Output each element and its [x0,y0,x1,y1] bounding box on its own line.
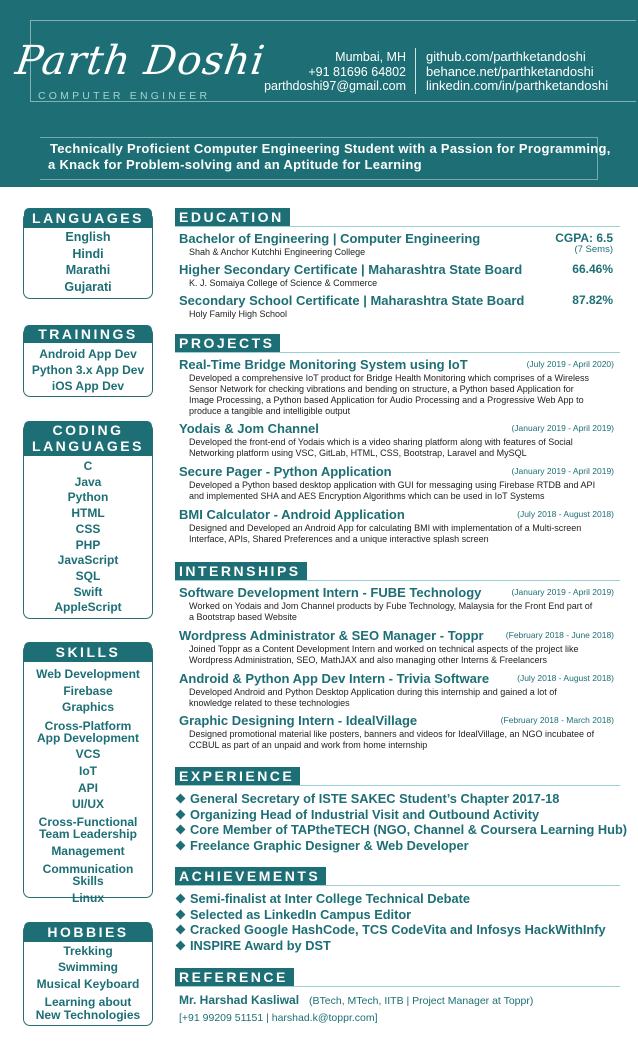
internship-entry [179,671,615,709]
experience-item [175,838,469,853]
coding-languages-box [23,423,153,619]
diamond-bullet-icon [176,794,186,804]
internship-name: Wordpress Administrator & SEO Manager - Toppr [179,628,484,643]
internship-entry [179,713,615,751]
list-item: VCS [75,747,101,761]
experience-text: General Secretary of ISTE SAKEC Student’s Chapter 2017-18 [190,791,560,806]
internship-description: Joined Toppr as a Content Development Intern and worked on technical aspects of the project like Wordpress Administration, SEO, MathJAX and also managing other Interns & Freelancers [189,644,579,665]
project-entry [179,357,615,417]
school-name: Shah & Anchor Kutchhi Engineering College [189,247,366,257]
project-date: (July 2018 - August 2018) [517,509,614,519]
achievement-item [175,938,331,953]
tagline-line-2: a Knack for Problem-solving and an Aptitude for Learning [48,157,422,172]
list-item: JavaScript [57,553,119,568]
list-item: IoT [79,764,97,778]
list-item: CSS [75,521,101,536]
achievement-text: Cracked Google HashCode, TCS CodeVita and Infosys HackWithInfy [190,922,606,937]
behance-link[interactable]: behance.net/parthketandoshi [426,63,594,79]
school-name: K. J. Somaiya College of Science & Commerce [189,278,378,288]
diamond-bullet-icon [176,841,186,851]
reference-name: Mr. Harshad Kasliwal [179,993,300,1007]
experience-text: Core Member of TAPtheTECH (NGO, Channel & Coursera Learning Hub) [190,822,628,837]
project-date: (January 2019 - April 2019) [511,423,614,433]
internship-description: Designed promotional material like posters, banners and videos for IdealVillage, an NGO incubatee of CCBUL as part of an unpaid and work from home internship [189,729,595,750]
internship-name: Android & Python App Dev Intern - Trivia Software [179,671,490,686]
list-item: Web Development [36,667,140,681]
hobbies-title: HOBBIES [24,922,152,942]
degree-title: Secondary School Certificate | Maharashtra State Board [179,293,525,308]
internship-entry [179,585,615,623]
score-value: 66.46% [572,262,613,276]
experience-item [175,807,539,822]
list-item: Team Leadership [39,827,137,841]
list-item: API [77,781,98,795]
hobbies-list [24,943,152,1021]
reference-detail: (BTech, MTech, IITB | Project Manager at Toppr) [309,995,534,1007]
job-title: COMPUTER ENGINEER [38,90,211,102]
internship-entry [179,628,615,666]
name-signature: Parth Doshi [12,38,269,84]
list-item: Hindi [72,246,104,261]
reference-contact[interactable]: [+91 99209 51151 | harshad.k@toppr.com] [179,1012,378,1024]
diamond-bullet-icon [176,810,186,820]
list-item: Management [51,844,125,858]
project-name: Yodais & Jom Channel [179,421,319,436]
achievements-heading: ACHIEVEMENTS [175,867,326,885]
languages-list [24,229,152,295]
section-divider [175,785,620,786]
list-item: Graphics [61,700,115,714]
list-item: English [65,230,111,244]
github-link[interactable]: github.com/parthketandoshi [426,49,586,64]
internship-date: (January 2019 - April 2019) [511,587,614,597]
experience-item [175,791,559,806]
coding-languages-list [24,459,152,616]
list-item: Linux [72,891,104,905]
diamond-bullet-icon [176,910,186,920]
coding-title-line-2: LANGUAGES [32,438,144,454]
project-entry [179,507,615,545]
internship-description: Worked on Yodais and Jom Channel products by Fube Technology, Malaysia for the Front End part of a Bootstrap based Website [189,601,593,622]
hobbies-box [23,924,153,1026]
education-heading: EDUCATION [175,208,290,226]
skills-box [23,644,153,905]
internship-date: (February 2018 - March 2018) [500,715,614,725]
project-name: Real-Time Bridge Monitoring System using IoT [179,357,468,372]
experience-text: Freelance Graphic Designer & Web Developer [190,838,469,853]
header-divider [415,48,416,94]
reference-heading: REFERENCE [175,968,294,986]
project-name: Secure Pager - Python Application [179,464,392,479]
contact-block-right [426,50,608,94]
list-item: PHP [75,537,101,552]
section-divider [175,580,620,581]
tagline-line-1: Technically Proficient Computer Engineering Student with a Passion for Programming, [50,141,611,156]
list-item: iOS App Dev [51,379,125,393]
trainings-box [23,327,153,397]
degree-title: Higher Secondary Certificate | Maharashtra State Board [179,262,523,277]
project-entry [179,464,615,502]
experience-text: Organizing Head of Industrial Visit and Outbound Activity [190,807,540,822]
achievement-item [175,891,470,906]
internships-heading: INTERNSHIPS [175,562,307,580]
list-item: AppleScript [54,600,122,615]
project-description: Designed and Developed an Android App for calculating BMI with implementation of a Multi-screen Interface, APIs, Shared Preferences and a unique interactive splash screen [189,523,582,544]
linkedin-link[interactable]: linkedin.com/in/parthketandoshi [426,78,609,93]
trainings-title: TRAININGS [24,325,152,343]
list-item: HTML [71,506,105,521]
project-description: Developed the front-end of Yodais which is a video sharing platform along with features of Social Networking platform using VSC, GitLab, HTML, CSS, Bootstrap, Laravel and MySQL [189,437,573,458]
achievement-item [175,922,606,937]
languages-title: LANGUAGES [24,208,152,228]
diamond-bullet-icon [176,941,186,951]
list-item: Firebase [63,683,113,698]
experience-heading: EXPERIENCE [175,767,300,785]
list-item: Python [67,490,109,505]
list-item: Musical Keyboard [36,977,140,991]
list-item: C [83,459,93,473]
achievement-item [175,907,411,922]
section-divider [175,226,620,227]
list-item: Java [74,474,102,489]
project-description: Developed a Python based desktop application with GUI for messaging using Firebase RTDB and API and implemented SHA and AES Encryption Algorithms which can be used in IoT Systems [189,480,596,501]
education-entry [179,262,615,288]
achievement-text: Selected as LinkedIn Campus Editor [190,907,412,922]
school-name: Holy Family High School [189,309,288,319]
languages-box [23,212,153,299]
trainings-list [24,346,152,394]
internship-name: Graphic Designing Intern - IdealVillage [179,713,418,728]
list-item: Swift [73,584,103,599]
list-item: Android App Dev [39,347,137,361]
project-entry [179,421,615,459]
section-divider [175,986,620,987]
phone: +91 81696 64802 [308,64,406,79]
list-item: Python 3.x App Dev [31,363,145,377]
section-divider [175,352,620,353]
list-item: Trekking [63,944,113,958]
internship-date: (July 2018 - August 2018) [517,673,614,683]
list-item: Communication [42,862,134,876]
project-description: Developed a comprehensive IoT product for Bridge Health Monitoring which comprises of a Wireless Sensor Network for checking vibrations and bending on structure, a Python based Application for Image Processing, a Python based Application for Audio Processing and a Progressive Web App to produce a tangible and intelligible output [189,373,590,416]
reference-person [179,993,533,1007]
score [555,231,613,254]
project-date: (July 2019 - April 2020) [526,359,614,369]
list-item: Cross-Platform [44,719,132,733]
score-value: 87.82% [572,293,613,307]
list-item: Learning about [44,995,132,1009]
education-entry [179,231,615,257]
coding-languages-title [24,421,152,456]
internship-date: (February 2018 - June 2018) [505,630,614,640]
section-divider [175,885,620,886]
diamond-bullet-icon [176,825,186,835]
resume-header [0,0,638,187]
skills-title: SKILLS [24,642,152,662]
internship-description: Developed Android and Python Desktop Application during this internship and gained a lot of knowledge related to these technologies [189,687,557,708]
list-item: Cross-Functional [38,815,138,829]
score-value: CGPA: 6.5 [555,231,613,245]
coding-title-line-1: CODING [52,422,124,438]
achievement-text: Semi-finalist at Inter College Technical Debate [190,891,470,906]
project-name: BMI Calculator - Android Application [179,507,405,522]
internship-name: Software Development Intern - FUBE Technology [179,585,482,600]
projects-heading: PROJECTS [175,334,280,352]
list-item: App Development [36,731,139,745]
list-item: UI/UX [71,797,104,811]
list-item: Skills [72,874,104,888]
location: Mumbai, MH [335,50,406,64]
tagline [50,141,611,173]
diamond-bullet-icon [176,894,186,904]
score-note: (7 Sems) [574,244,613,255]
list-item: Swimming [57,960,118,974]
diamond-bullet-icon [176,925,186,935]
email-link[interactable]: parthdoshi97@gmail.com [264,79,406,93]
list-item: New Technologies [35,1008,141,1022]
experience-item [175,822,627,837]
achievement-text: INSPIRE Award by DST [190,938,331,953]
list-item: Marathi [65,263,111,277]
list-item: Gujarati [64,279,112,294]
skills-list [24,666,152,907]
project-date: (January 2019 - April 2019) [511,466,614,476]
education-entry [179,293,615,319]
degree-title: Bachelor of Engineering | Computer Engineering [179,231,481,246]
list-item: SQL [75,568,101,583]
contact-block-left [264,50,406,94]
